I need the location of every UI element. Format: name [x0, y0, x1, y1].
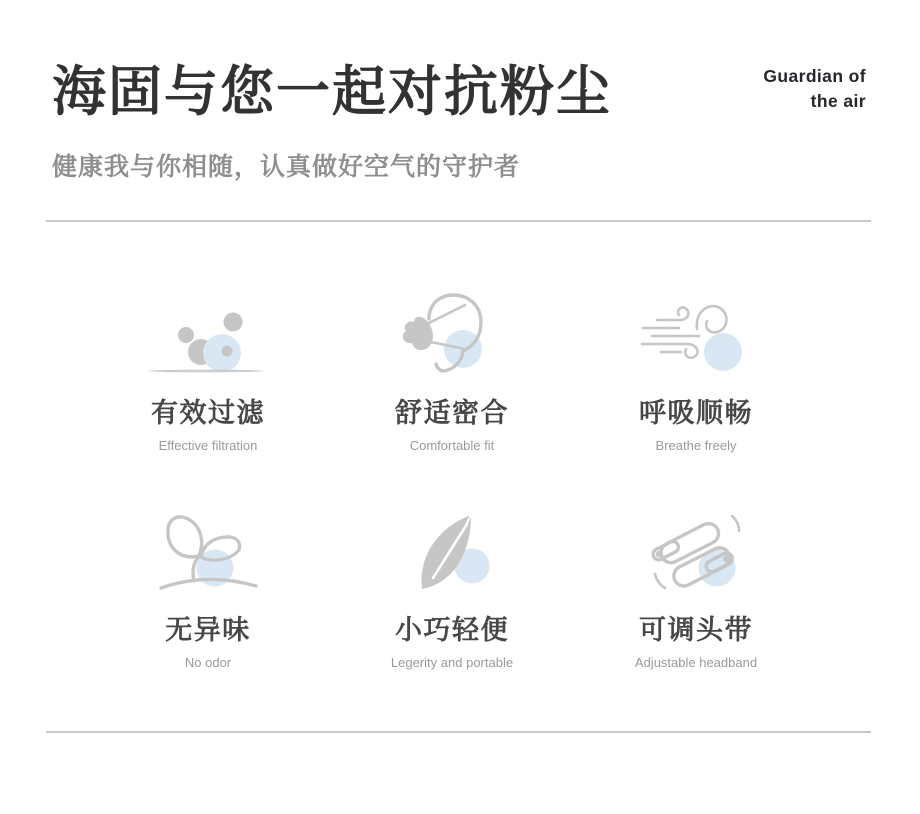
feature-breathe-freely [574, 287, 818, 454]
feature-comfortable-fit [330, 287, 574, 454]
feature-grid [86, 287, 818, 721]
tagline-line2: the air [810, 90, 866, 111]
feature-title: 呼吸顺畅 [639, 398, 753, 428]
feature-title: 舒适密合 [395, 398, 509, 428]
feature-effective-filtration [86, 287, 330, 454]
feature-title: 小巧轻便 [395, 615, 509, 645]
tagline [763, 64, 866, 114]
feature-title: 可调头带 [639, 615, 753, 645]
page-title: 海固与您一起对抗粉尘 [52, 62, 612, 122]
top-divider [46, 220, 871, 222]
feature-title: 无异味 [165, 615, 251, 645]
feature-caption: Comfortable fit [409, 438, 495, 453]
feature-caption: Effective filtration [158, 438, 258, 453]
feature-adjustable-headband [574, 504, 818, 671]
tagline-line1: Guardian of [763, 66, 866, 86]
feature-no-odor [86, 504, 330, 671]
feature-light-portable [330, 504, 574, 671]
light-leaf-icon [330, 504, 574, 599]
bottom-divider [46, 731, 871, 733]
page-subtitle: 健康我与你相随，认真做好空气的守护者 [52, 153, 521, 181]
feature-caption: Breathe freely [655, 438, 737, 453]
adjustable-strap-icon [574, 504, 818, 599]
feature-caption: Legerity and portable [390, 655, 514, 670]
wind-flow-icon [574, 287, 818, 382]
masked-face-icon [330, 287, 574, 382]
feature-title: 有效过滤 [151, 398, 265, 428]
sprout-leaves-icon [86, 504, 330, 599]
feature-caption: No odor [184, 655, 232, 670]
bubbles-filter-icon [86, 287, 330, 382]
feature-caption: Adjustable headband [634, 655, 758, 670]
